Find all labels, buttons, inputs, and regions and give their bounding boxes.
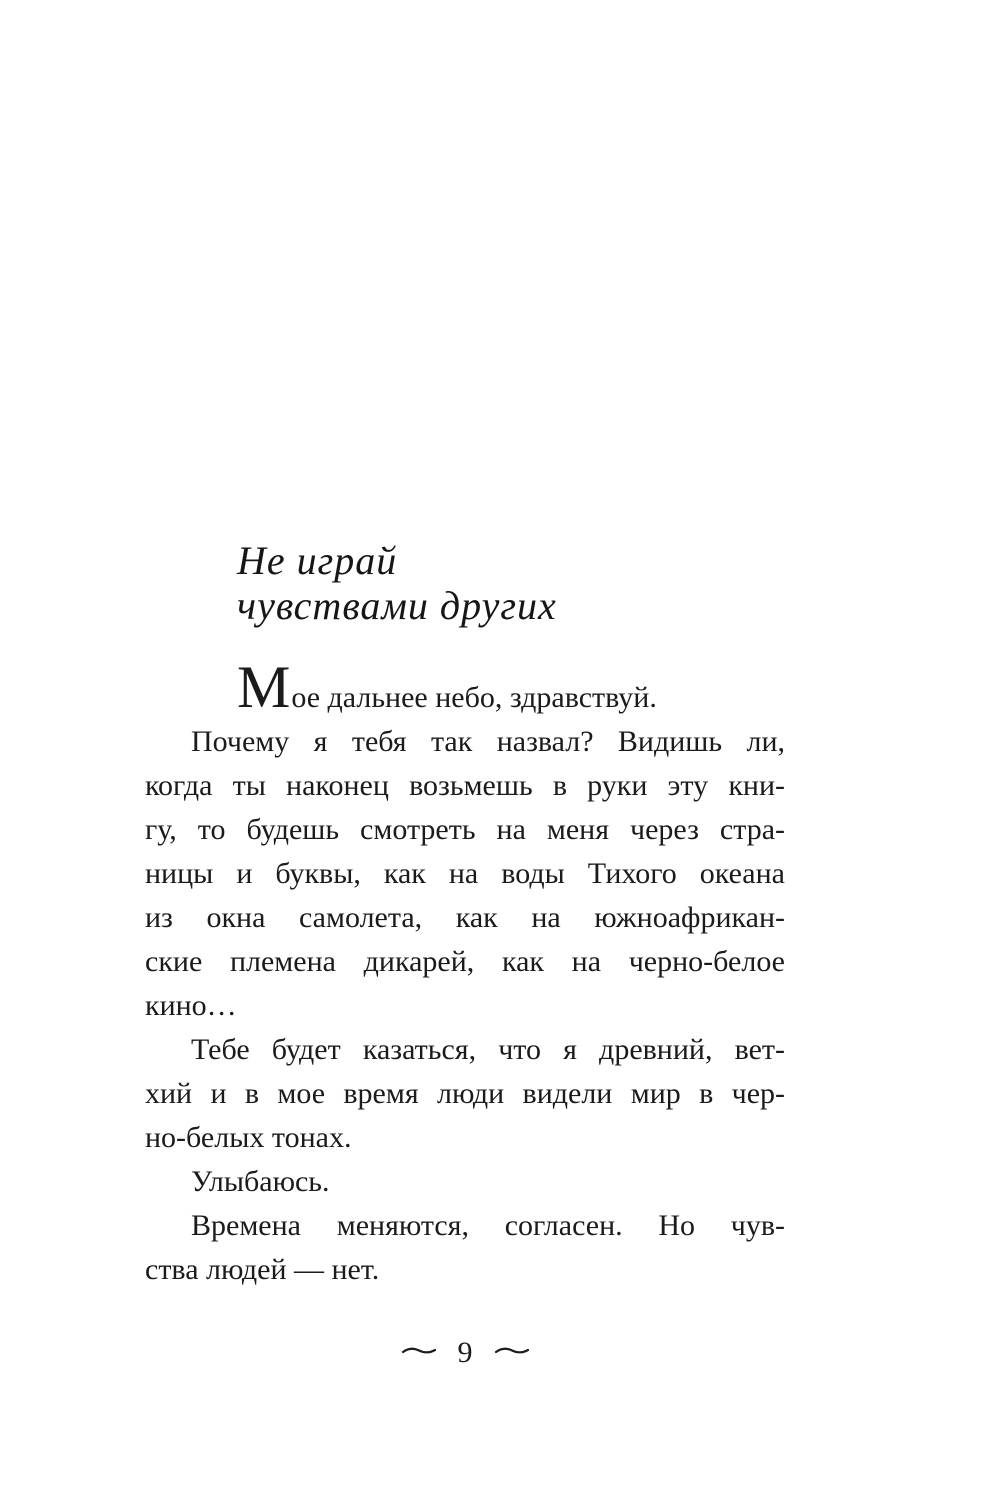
text-line: из окна самолета, как на южноафрикан- bbox=[145, 901, 785, 934]
swung-dash-icon bbox=[402, 1346, 436, 1356]
body-text bbox=[145, 654, 785, 1292]
chapter-title bbox=[145, 538, 785, 628]
text-line: кино… bbox=[145, 989, 237, 1022]
swung-dash-icon bbox=[495, 1346, 529, 1356]
page-footer bbox=[145, 1338, 785, 1368]
chapter-title-line-2: чувствами других bbox=[237, 583, 557, 628]
text-line: Времена меняются, согласен. Но чув- bbox=[191, 1209, 785, 1242]
text-line: ства людей — нет. bbox=[145, 1253, 380, 1286]
text-line: когда ты наконец возьмешь в руки эту кни- bbox=[145, 769, 785, 802]
text-line: хий и в мое время люди видели мир в чер- bbox=[145, 1077, 785, 1110]
text-line: но-белых тонах. bbox=[145, 1121, 352, 1154]
text-line: ницы и буквы, как на воды Тихого океана bbox=[145, 857, 785, 890]
text-line: Улыбаюсь. bbox=[191, 1165, 330, 1198]
text-line: гу, то будешь смотреть на меня через стра- bbox=[145, 813, 785, 846]
drop-cap: М bbox=[237, 654, 292, 720]
text-line-rest: ое дальнее небо, здравствуй. bbox=[291, 681, 657, 714]
text-line: Тебе будет казаться, что я древний, вет- bbox=[191, 1033, 785, 1066]
chapter-title-line-1: Не играй bbox=[237, 538, 398, 583]
text-line: ские племена дикарей, как на черно-белое bbox=[145, 945, 785, 978]
page-number: 9 bbox=[457, 1336, 473, 1369]
text-line: Почему я тебя так назвал? Видишь ли, bbox=[191, 725, 785, 758]
text-line bbox=[145, 654, 785, 720]
